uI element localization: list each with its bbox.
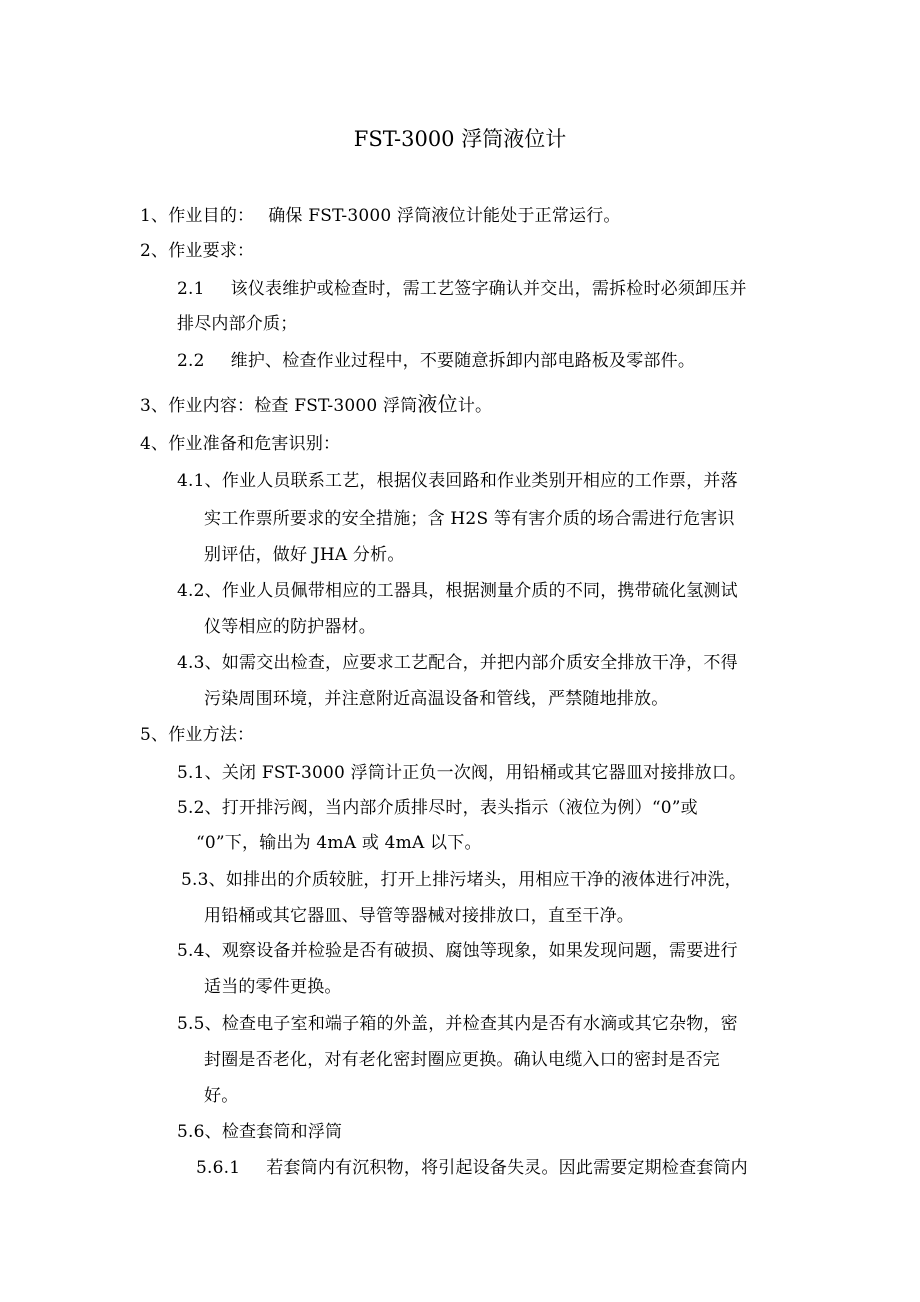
item-5-2-line1: 5.2、打开排污阀，当内部介质排尽时，表头指示（液位为例）“0”或 xyxy=(177,798,698,818)
item-2-2-text: 维护、检查作业过程中，不要随意拆卸内部电路板及零部件。 xyxy=(230,351,696,371)
item-5-5-line3: 好。 xyxy=(204,1086,239,1106)
item-4-2-line2: 仪等相应的防护器材。 xyxy=(204,617,376,637)
item-5-5-line2: 封圈是否老化，对有老化密封圈应更换。确认电缆入口的密封是否完 xyxy=(204,1050,720,1070)
item-5-4-line1: 5.4、观察设备并检验是否有破损、腐蚀等现象，如果发现问题，需要进行 xyxy=(177,941,738,961)
item-2-1-number: 2.1 xyxy=(177,279,205,299)
section-5-heading: 5、作业方法： xyxy=(140,725,255,745)
item-5-4-line2: 适当的零件更换。 xyxy=(204,977,342,997)
item-4-1-line3: 别评估，做好 JHA 分析。 xyxy=(204,545,405,565)
item-2-1 xyxy=(177,278,747,300)
item-2-1-line1: 该仪表维护或检查时，需工艺签字确认并交出，需拆检时必须卸压并 xyxy=(230,279,747,299)
section-1-text: 确保 FST-3000 浮筒液位计能处于正常运行。 xyxy=(268,206,621,226)
item-4-1-line1: 4.1、作业人员联系工艺，根据仪表回路和作业类别开相应的工作票，并落 xyxy=(177,471,738,491)
item-5-6-line1: 5.6、检查套筒和浮筒 xyxy=(177,1122,343,1142)
section-3-suffix: 计。 xyxy=(457,396,493,416)
document-title: FST-3000 浮筒液位计 xyxy=(353,127,567,151)
section-3-prefix: 3、作业内容：检查 FST-3000 浮筒 xyxy=(140,396,418,416)
section-3-emphasis: 液位 xyxy=(417,392,458,416)
item-2-2-number: 2.2 xyxy=(177,351,205,371)
item-4-3-line2: 污染周围环境，并注意附近高温设备和管线，严禁随地排放。 xyxy=(204,689,669,709)
item-4-2-line1: 4.2、作业人员佩带相应的工器具，根据测量介质的不同，携带硫化氢测试 xyxy=(177,581,738,601)
section-2-heading: 2、作业要求： xyxy=(140,241,255,261)
section-1 xyxy=(140,205,621,227)
item-5-6-1-number: 5.6.1 xyxy=(196,1158,241,1178)
section-4-heading: 4、作业准备和危害识别： xyxy=(140,434,341,454)
item-5-6-1-text: 若套筒内有沉积物，将引起设备失灵。因此需要定期检查套筒内 xyxy=(266,1158,748,1178)
item-2-2 xyxy=(177,350,695,372)
item-4-1-line2: 实工作票所要求的安全措施；含 H2S 等有害介质的场合需进行危害识 xyxy=(204,509,735,529)
section-1-number: 1、 xyxy=(140,206,169,226)
item-5-5-line1: 5.5、检查电子室和端子箱的外盖，并检查其内是否有水滴或其它杂物，密 xyxy=(177,1014,738,1034)
section-1-label: 作业目的： xyxy=(168,206,255,226)
item-2-1-line2: 排尽内部介质； xyxy=(177,314,298,334)
item-5-3-line2: 用铅桶或其它器皿、导管等器械对接排放口，直至干净。 xyxy=(204,906,634,926)
item-4-3-line1: 4.3、如需交出检查，应要求工艺配合，并把内部介质安全排放干净，不得 xyxy=(177,653,738,673)
item-5-6-1 xyxy=(196,1157,748,1179)
item-5-1-line1: 5.1、关闭 FST-3000 浮筒计正负一次阀，用铅桶或其它器皿对接排放口。 xyxy=(177,763,747,783)
item-5-3-line1: 5.3、如排出的介质较脏，打开上排污堵头，用相应干净的液体进行冲洗， xyxy=(181,870,742,890)
section-3 xyxy=(140,393,492,417)
item-5-2-line2: “0”下，输出为 4mA 或 4mA 以下。 xyxy=(196,833,482,853)
